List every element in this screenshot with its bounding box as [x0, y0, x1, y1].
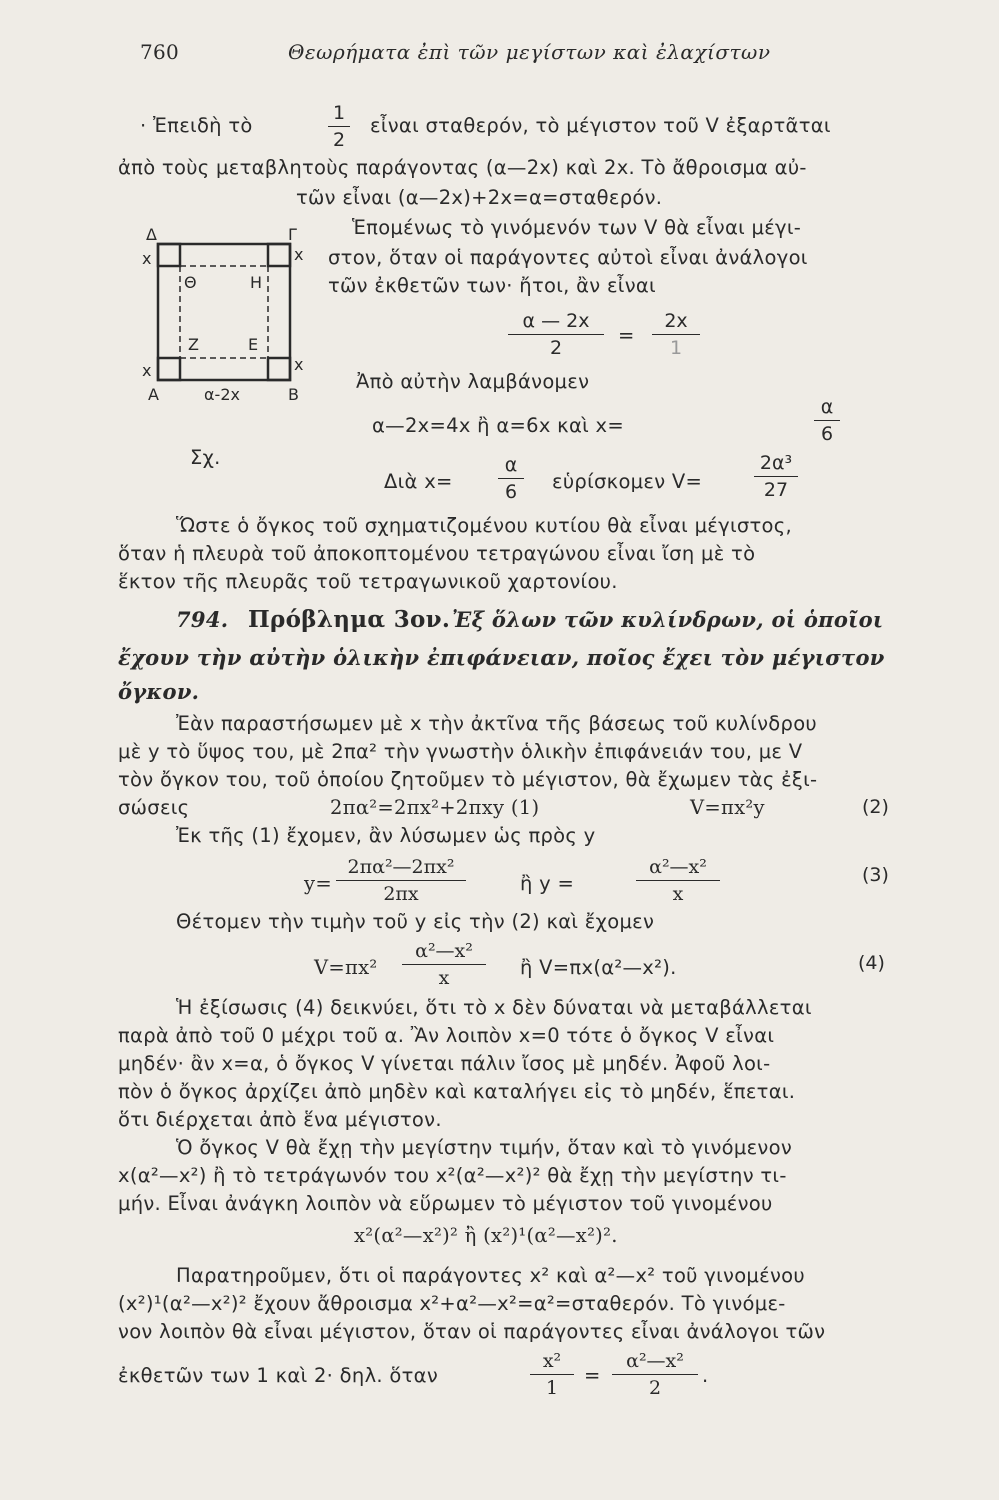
side-mark: x: [294, 245, 304, 264]
text-line: ἢ y =: [520, 872, 575, 895]
text-line: σώσεις: [118, 796, 190, 819]
fraction-eq-left: [508, 310, 604, 359]
text-line: ὅτι διέρχεται ἀπὸ ἕνα μέγιστον.: [118, 1108, 442, 1131]
fraction-bar: [328, 126, 350, 127]
corner-square: [268, 358, 290, 380]
equals-sign: =: [618, 324, 635, 347]
corner-label: Β: [288, 385, 299, 404]
fraction-last-2: [612, 1350, 698, 1399]
text-line: τῶν ἐκθετῶν των· ἤτοι, ἂν εἶναι: [328, 274, 656, 297]
fraction-numerator: α²—x²: [649, 856, 707, 878]
fraction-bar: [754, 476, 798, 477]
fraction-bar: [652, 334, 700, 335]
text-line: Διὰ x=: [384, 470, 453, 493]
period: .: [702, 1364, 709, 1387]
text-line: στον, ὅταν οἱ παράγοντες αὐτοὶ εἶναι ἀνάλογοι: [328, 246, 808, 269]
side-mark: x: [142, 361, 152, 380]
text-line: ὅταν ἡ πλευρὰ τοῦ ἀποκοπτομένου τετραγώνου εἶναι ἴση μὲ τὸ: [118, 542, 756, 565]
fraction-bar: [530, 1374, 574, 1375]
corner-square: [268, 244, 290, 266]
fraction-denominator: 2: [549, 337, 563, 359]
text-line: Ἀπὸ αὐτὴν λαμβάνομεν: [356, 370, 590, 393]
fraction-denominator: 6: [820, 423, 834, 445]
text-line: τὸν ὄγκον του, τοῦ ὁποίου ζητοῦμεν τὸ μέγιστον, θὰ ἔχωμεν τὰς ἐξι-: [118, 768, 818, 791]
fraction-V-value: [754, 452, 798, 501]
fraction-V-2: [402, 940, 486, 989]
fraction-denominator: 2: [332, 129, 346, 151]
fraction-denominator: 1: [545, 1377, 559, 1399]
fraction-numerator: 1: [332, 102, 346, 124]
fraction-bar: [336, 880, 466, 881]
text-line: μὲ y τὸ ὕψος του, μὲ 2πα² τὴν γνωστὴν ὁλικὴν ἐπιφάνειάν του, με V: [118, 740, 803, 763]
text-line: Ἑπομένως τὸ γινόμενόν των V θὰ εἶναι μέγι-: [352, 216, 802, 239]
equals-sign: =: [584, 1364, 601, 1387]
corner-square: [158, 358, 180, 380]
equation-number: (2): [862, 796, 889, 818]
fraction-alpha-six: [814, 396, 840, 445]
fraction-numerator: α²—x²: [415, 940, 473, 962]
side-mark: x: [294, 355, 304, 374]
running-title: Θεωρήματα ἐπὶ τῶν μεγίστων καὶ ἐλαχίστων: [288, 40, 771, 64]
fraction-denominator: x: [438, 967, 450, 989]
fraction-numerator: α — 2x: [522, 310, 590, 332]
equation-1: 2πα²=2πx²+2πxy (1): [330, 796, 540, 819]
fraction-bar: [498, 478, 524, 479]
fraction-numerator: α: [820, 396, 834, 418]
text-line: ἐκθετῶν των 1 καὶ 2· δηλ. ὅταν: [118, 1364, 439, 1387]
text-line: νον λοιπὸν θὰ εἶναι μέγιστον, ὅταν οἱ παράγοντες εἶναι ἀνάλογοι τῶν: [118, 1320, 826, 1343]
text-line: μηδέν· ἂν x=α, ὁ ὄγκος V γίνεται πάλιν ἴσος μὲ μηδέν. Ἀφοῦ λοι-: [118, 1052, 771, 1075]
fraction-numerator: x²: [542, 1350, 562, 1372]
equation-2: V=πx²y: [690, 796, 765, 819]
bottom-side-label: α-2x: [204, 385, 240, 404]
corner-square: [158, 244, 180, 266]
text-line: ἀπὸ τοὺς μεταβλητοὺς παράγοντας (α—2x) καὶ 2x. Τὸ ἄθροισμα αὐ-: [118, 156, 807, 179]
equation-number: (4): [858, 952, 885, 974]
text-line: τῶν εἶναι (α—2x)+2x=α=σταθερόν.: [296, 186, 663, 209]
problem-statement: ὄγκον.: [118, 679, 200, 704]
problem-statement: Ἐξ ὅλων τῶν κυλίνδρων, οἱ ὁποῖοι: [452, 607, 884, 632]
side-mark: x: [142, 249, 152, 268]
text-line: ἢ V=πx(α²—x²).: [520, 956, 677, 979]
figure-caption: Σχ.: [190, 446, 221, 469]
text-line: Ἡ ἐξίσωσις (4) δεικνύει, ὅτι τὸ x δὲν δύναται νὰ μεταβάλλεται: [176, 996, 812, 1019]
fraction-denominator: 2πx: [383, 883, 419, 905]
text-line: x²(α²—x²)² ἢ (x²)¹(α²—x²)².: [354, 1224, 618, 1247]
fraction-one-half: [328, 102, 350, 151]
fraction-numerator: α: [504, 454, 518, 476]
fraction-denominator: 1: [669, 337, 683, 359]
text-line: α—2x=4x ἢ α=6x καὶ x=: [372, 414, 625, 437]
fraction-denominator: 2: [648, 1377, 662, 1399]
fraction-denominator: 27: [763, 479, 789, 501]
corner-label: Η: [250, 273, 263, 292]
fraction-bar: [612, 1374, 698, 1375]
equation-label: V=πx²: [314, 956, 378, 979]
text-line: ἕκτον τῆς πλευρᾶς τοῦ τετραγωνικοῦ χαρτονίου.: [118, 570, 618, 593]
fraction-numerator: 2πα²—2πx²: [347, 856, 455, 878]
fraction-bar: [508, 334, 604, 335]
text-line: Ὥστε ὁ ὄγκος τοῦ σχηματιζομένου κυτίου θὰ εἶναι μέγιστος,: [176, 514, 793, 537]
fraction-numerator: 2x: [664, 310, 688, 332]
problem-statement: ἔχουν τὴν αὐτὴν ὁλικὴν ἐπιφάνειαν, ποῖος ἔχει τὸν μέγιστον: [118, 645, 885, 670]
fraction-bar: [814, 420, 840, 421]
fraction-eq-right: [652, 310, 700, 359]
text-line: Ὁ ὄγκος V θὰ ἔχῃ τὴν μεγίστην τιμήν, ὅταν καὶ τὸ γινόμενον: [176, 1136, 793, 1159]
equation-number: (3): [862, 864, 889, 886]
outer-square: [158, 244, 290, 380]
text-line: Παρατηροῦμεν, ὅτι οἱ παράγοντες x² καὶ α²—x² τοῦ γινομένου: [176, 1264, 805, 1287]
text-line: πὸν ὁ ὄγκος ἀρχίζει ἀπὸ μηδὲν καὶ καταλήγει εἰς τὸ μηδέν, ἕπεται.: [118, 1080, 796, 1103]
text-line: Θέτομεν τὴν τιμὴν τοῦ y εἰς τὴν (2) καὶ ἔχομεν: [176, 910, 655, 933]
equation-label: y=: [304, 872, 332, 895]
corner-label: Θ: [184, 273, 197, 292]
fraction-last-1: [530, 1350, 574, 1399]
corner-label: Γ: [288, 225, 297, 244]
fraction-y-2: [636, 856, 720, 905]
fraction-bar: [636, 880, 720, 881]
fraction-y-1: [336, 856, 466, 905]
text-line: Ἐκ τῆς (1) ἔχομεν, ἂν λύσωμεν ὡς πρὸς y: [176, 824, 596, 847]
corner-label: Ε: [248, 335, 259, 354]
corner-label: Α: [148, 385, 159, 404]
page-number: 760: [140, 40, 180, 64]
problem-number: 794.: [176, 607, 229, 632]
corner-label: Ζ: [188, 335, 199, 354]
text-line: · Ἐπειδὴ τὸ: [140, 114, 253, 137]
fraction-bar: [402, 964, 486, 965]
figure-box-diagram: [128, 220, 318, 470]
fraction-numerator: 2α³: [759, 452, 793, 474]
text-line: Ἐὰν παραστήσωμεν μὲ x τὴν ἀκτῖνα τῆς βάσεως τοῦ κυλίνδρου: [176, 712, 818, 735]
fraction-denominator: 6: [504, 481, 518, 503]
fraction-denominator: x: [672, 883, 684, 905]
fraction-alpha-six: [498, 454, 524, 503]
text-line: (x²)¹(α²—x²)² ἔχουν ἄθροισμα x²+α²—x²=α²=σταθερόν. Τὸ γινόμε-: [118, 1292, 786, 1315]
text-line: εἶναι σταθερόν, τὸ μέγιστον τοῦ V ἐξαρτᾶται: [370, 114, 831, 137]
text-line: εὑρίσκομεν V=: [552, 470, 703, 493]
corner-label: Δ: [146, 225, 157, 244]
text-line: παρὰ ἀπὸ τοῦ 0 μέχρι τοῦ α. Ἂν λοιπὸν x=0 τότε ὁ ὄγκος V εἶναι: [118, 1024, 775, 1047]
problem-label: Πρόβλημα 3ον.: [248, 606, 451, 633]
fraction-numerator: α²—x²: [626, 1350, 684, 1372]
text-line: x(α²—x²) ἢ τὸ τετράγωνόν του x²(α²—x²)² θὰ ἔχῃ τὴν μεγίστην τι-: [118, 1164, 787, 1187]
text-line: μήν. Εἶναι ἀνάγκη λοιπὸν νὰ εὕρωμεν τὸ μέγιστον τοῦ γινομένου: [118, 1192, 773, 1215]
